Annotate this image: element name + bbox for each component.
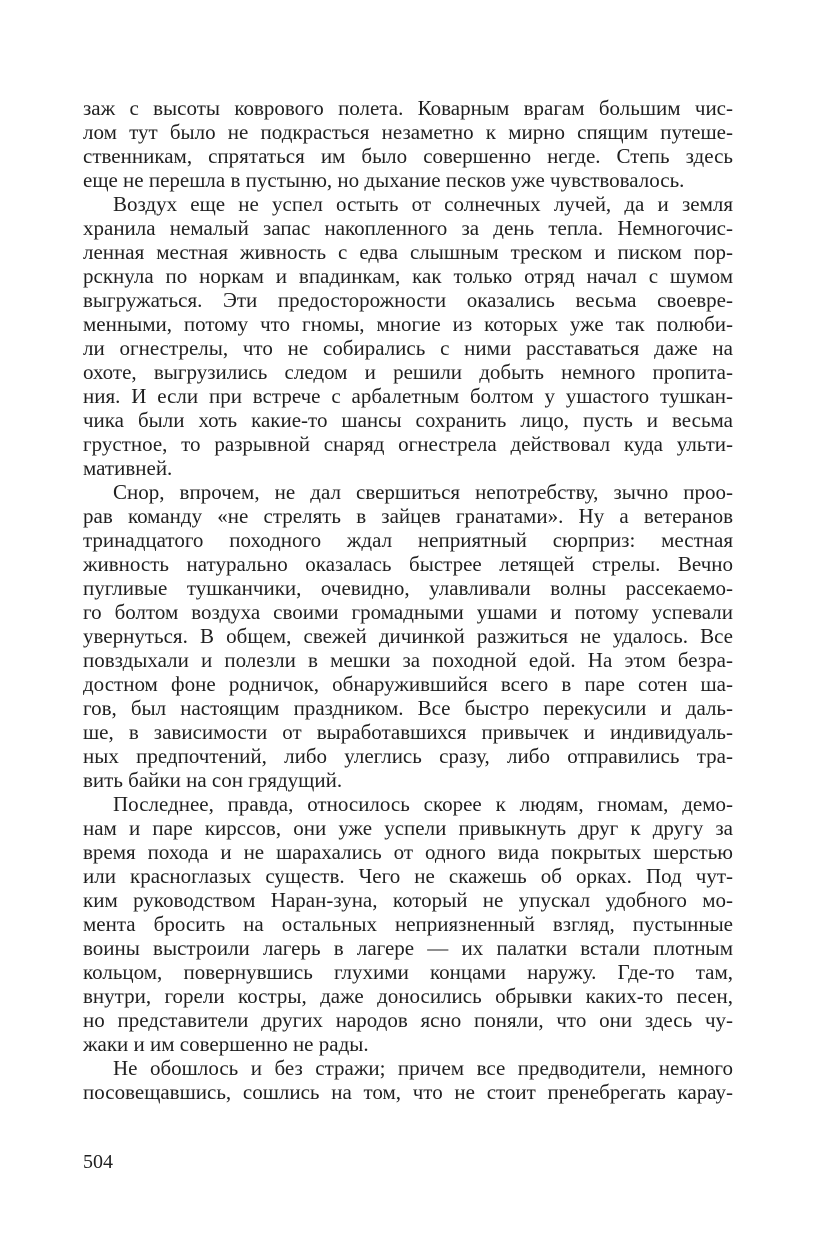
text-line: ния. И если при встрече с арбалетным болтом у ушастого тушкан- bbox=[83, 384, 733, 408]
text-line: ленная местная живность с едва слышным треском и писком пор- bbox=[83, 240, 733, 264]
text-line: го болтом воздуха своими громадными ушами и потому успевали bbox=[83, 600, 733, 624]
paragraph bbox=[83, 192, 733, 480]
text-line: Воздух еще не успел остыть от солнечных лучей, да и земля bbox=[113, 192, 733, 216]
text-line: чика были хоть какие-то шансы сохранить лицо, пусть и весьма bbox=[83, 408, 733, 432]
text-line: ственникам, спрятаться им было совершенно негде. Степь здесь bbox=[83, 144, 733, 168]
text-line: но представители других народов ясно поняли, что они здесь чу- bbox=[83, 1008, 733, 1032]
text-line: пугливые тушканчики, очевидно, улавливали волны рассекаемо- bbox=[83, 576, 733, 600]
text-line: нам и паре кирссов, они уже успели привыкнуть друг к другу за bbox=[83, 816, 733, 840]
text-line: или красноглазых существ. Чего не скажешь об орках. Под чут- bbox=[83, 864, 733, 888]
text-line: лом тут было не подкрасться незаметно к мирно спящим путеше- bbox=[83, 120, 733, 144]
text-line: еще не перешла в пустыню, но дыхание песков уже чувствовалось. bbox=[83, 168, 685, 192]
text-line: живность натурально оказалась быстрее летящей стрелы. Вечно bbox=[83, 552, 733, 576]
page-body bbox=[83, 96, 733, 1104]
text-line: ше, в зависимости от выработавшихся привычек и индивидуаль- bbox=[83, 720, 733, 744]
text-line: увернуться. В общем, свежей дичинкой разжиться не удалось. Все bbox=[83, 624, 733, 648]
text-line: заж с высоты коврового полета. Коварным врагам большим чис- bbox=[83, 96, 733, 120]
text-line: Снор, впрочем, не дал свершиться непотребству, зычно проо- bbox=[113, 480, 733, 504]
paragraph bbox=[83, 1056, 733, 1104]
paragraph bbox=[83, 792, 733, 1056]
text-line: менными, потому что гномы, многие из которых уже так полюби- bbox=[83, 312, 733, 336]
text-line: грустное, то разрывной снаряд огнестрела действовал куда ульти- bbox=[83, 432, 733, 456]
text-line: ных предпочтений, либо улеглись сразу, либо отправились тра- bbox=[83, 744, 733, 768]
text-line: тринадцатого походного ждал неприятный сюрприз: местная bbox=[83, 528, 733, 552]
text-line: Не обошлось и без стражи; причем все предводители, немного bbox=[113, 1056, 733, 1080]
text-line: жаки и им совершенно не рады. bbox=[83, 1032, 369, 1056]
text-line: время похода и не шарахались от одного вида покрытых шерстью bbox=[83, 840, 733, 864]
text-line: внутри, горели костры, даже доносились обрывки каких-то песен, bbox=[83, 984, 733, 1008]
text-line: выгружаться. Эти предосторожности оказались весьма своевре- bbox=[83, 288, 733, 312]
text-line: ли огнестрелы, что не собирались с ними расставаться даже на bbox=[83, 336, 733, 360]
paragraph bbox=[83, 96, 733, 192]
text-line: воины выстроили лагерь в лагере — их палатки встали плотным bbox=[83, 936, 733, 960]
text-line: рав команду «не стрелять в зайцев гранатами». Ну а ветеранов bbox=[83, 504, 733, 528]
text-line: мента бросить на остальных неприязненный взгляд, пустынные bbox=[83, 912, 733, 936]
page-number: 504 bbox=[83, 1151, 113, 1173]
text-line: вить байки на сон грядущий. bbox=[83, 768, 343, 792]
text-line: мативней. bbox=[83, 456, 173, 480]
paragraph bbox=[83, 480, 733, 792]
text-line: Последнее, правда, относилось скорее к людям, гномам, демо- bbox=[113, 792, 733, 816]
text-line: ким руководством Наран-зуна, который не упускал удобного мо- bbox=[83, 888, 733, 912]
text-line: рскнула по норкам и впадинкам, как только отряд начал с шумом bbox=[83, 264, 733, 288]
text-line: хранила немалый запас накопленного за день тепла. Немногочис- bbox=[83, 216, 733, 240]
text-line: посовещавшись, сошлись на том, что не стоит пренебрегать карау- bbox=[83, 1080, 733, 1104]
text-line: повздыхали и полезли в мешки за походной едой. На этом безра- bbox=[83, 648, 733, 672]
text-line: охоте, выгрузились следом и решили добыть немного пропита- bbox=[83, 360, 733, 384]
text-line: кольцом, повернувшись глухими концами наружу. Где-то там, bbox=[83, 960, 733, 984]
text-line: гов, был настоящим праздником. Все быстро перекусили и даль- bbox=[83, 696, 733, 720]
text-line: достном фоне родничок, обнаружившийся всего в паре сотен ша- bbox=[83, 672, 733, 696]
